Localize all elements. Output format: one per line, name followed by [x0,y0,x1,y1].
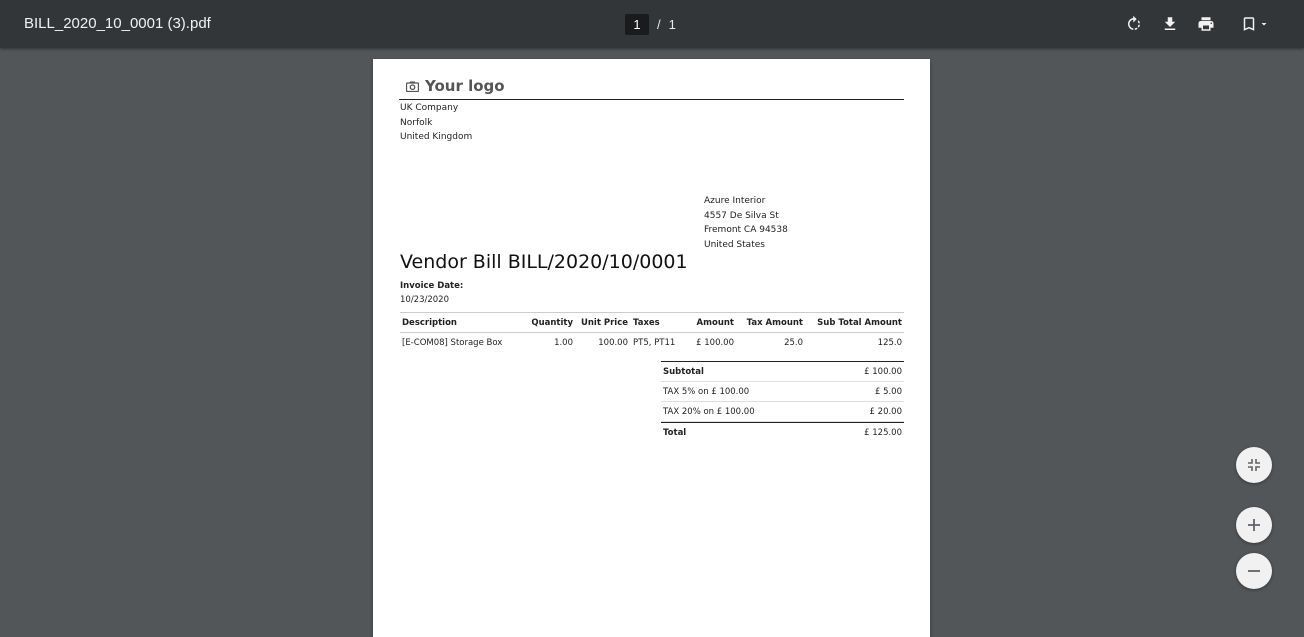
bookmark-menu-button[interactable] [1236,12,1274,36]
total-label: Total [663,428,687,438]
vendor-address [704,194,788,252]
zoom-out-button[interactable] [1236,553,1272,589]
totals-table [661,361,904,442]
line-amount: £ 100.00 [696,338,734,348]
company-line: UK Company [400,103,459,113]
camera-icon [406,81,419,92]
vendor-line: 4557 De Silva St [704,210,779,221]
subtotal-label: Subtotal [663,367,704,377]
page-number-input[interactable]: 1 [625,14,649,35]
subtotal-row [661,362,904,382]
company-line: United Kingdom [400,132,473,142]
document-title: BILL_2020_10_0001 (3).pdf [24,15,211,32]
column-description: Description [402,318,457,328]
line-taxes: PT5, PT11 [633,338,676,348]
line-tax-amount: 25.0 [784,338,803,348]
vendor-line: Fremont CA 94538 [704,225,788,235]
invoice-date: 10/23/2020 [400,295,449,305]
vendor-line: United States [704,239,765,250]
rotate-icon [1125,15,1143,33]
table-row [400,333,904,353]
table-header [400,313,904,333]
page-separator: / [657,16,661,32]
download-icon [1161,15,1179,33]
line-subtotal: 125.0 [877,338,902,348]
column-quantity: Quantity [531,318,573,328]
total-value: £ 125.00 [864,428,902,438]
column-tax-amount: Tax Amount [746,318,803,328]
chevron-down-icon [1258,18,1270,30]
zoom-out-icon [1246,563,1262,579]
download-button[interactable] [1158,12,1182,36]
fit-to-page-button[interactable] [1236,447,1272,483]
invoice-date-label: Invoice Date: [400,281,464,291]
page-count: 1 [668,16,676,32]
column-subtotal: Sub Total Amount [817,318,902,328]
zoom-in-icon [1246,517,1262,533]
tax-value: £ 20.00 [869,407,902,417]
rotate-button[interactable] [1122,12,1146,36]
print-icon [1197,15,1215,33]
vendor-line: Azure Interior [704,196,766,206]
print-button[interactable] [1194,12,1218,36]
tax-row [661,402,904,422]
zoom-in-button[interactable] [1236,507,1272,543]
page-selector [625,13,676,35]
column-taxes: Taxes [633,318,660,328]
line-description: [E-COM08] Storage Box [402,338,503,348]
header-divider [399,99,904,100]
subtotal-value: £ 100.00 [864,367,902,377]
tax-label: TAX 5% on £ 100.00 [663,387,750,397]
company-line: Norfolk [400,117,433,128]
column-unit-price: Unit Price [580,318,628,328]
tax-value: £ 5.00 [874,387,902,397]
company-logo [406,77,505,95]
bookmark-icon [1240,15,1258,33]
line-unit-price: 100.00 [598,338,628,348]
column-amount: Amount [696,318,734,328]
tax-row [661,382,904,402]
pdf-page [373,59,930,637]
company-address [400,101,472,145]
invoice-lines-table [400,312,904,353]
pdf-toolbar [0,0,1304,48]
bill-title: Vendor Bill BILL/2020/10/0001 [400,251,688,273]
line-quantity: 1.00 [554,338,573,348]
logo-text: Your logo [425,77,505,95]
total-row [661,422,904,442]
tax-label: TAX 20% on £ 100.00 [663,407,755,417]
fit-page-icon [1246,457,1262,473]
